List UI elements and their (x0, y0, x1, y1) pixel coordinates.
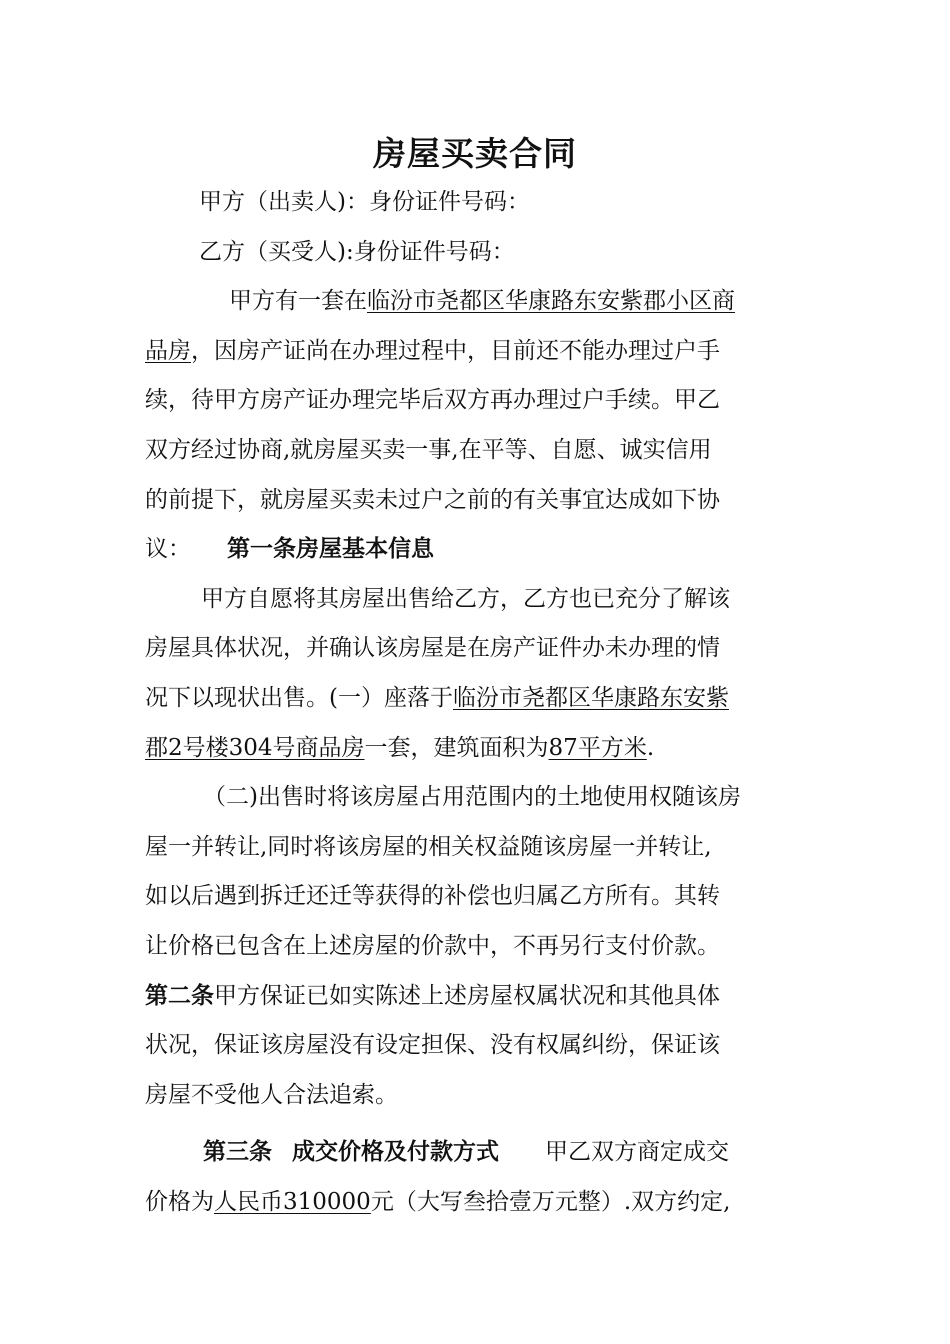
article-2-line-1 (145, 972, 815, 1022)
article-3-section (145, 1128, 815, 1227)
intro-text: 甲方有一套在 (229, 288, 367, 315)
article-1-text: 一套，建筑面积为 (364, 734, 549, 761)
intro-line-3: 续，待甲方房产证办理完毕后双方再办理过户手续。甲乙 (145, 387, 720, 414)
article-2-heading: 第二条 (145, 982, 214, 1009)
intro-line-4: 双方经过协商,就房屋买卖一事,在平等、自愿、诚实信用 (145, 436, 712, 463)
document-title: 房屋买卖合同 (373, 134, 577, 173)
article-2-line-2: 状况，保证该房屋没有设定担保、没有权属纠纷，保证该 (145, 1032, 720, 1059)
property-type: 品房 (145, 337, 191, 364)
property-unit: 郡2号楼304号商品房 (145, 734, 365, 761)
article-1-sub2-line-4: 让价格已包含在上述房屋的价款中，不再另行支付价款。 (145, 932, 720, 959)
article-1-line-4 (145, 724, 815, 774)
article-1-sub2-line-1: （二)出售时将该房屋占用范围内的土地使用权随该房 (203, 784, 741, 811)
intro-text: 议： (145, 536, 191, 563)
intro-line-6 (145, 525, 815, 575)
article-1-line-1: 甲方自愿将其房屋出售给乙方，乙方也已充分了解该 (201, 585, 730, 612)
party-b-line: 乙方（买受人):身份证件号码： (199, 238, 515, 265)
article-1-section (145, 575, 815, 972)
property-location: 临汾市尧都区华康路东安紫郡小区商 (367, 288, 735, 315)
intro-paragraph (145, 277, 815, 575)
article-2-line-3: 房屋不受他人合法追索。 (145, 1081, 398, 1108)
document-body (145, 178, 815, 1227)
article-1-text: 况下以现状出售。(一）座落于 (145, 684, 453, 711)
article-1-text: . (646, 734, 655, 761)
article-1-sub2-line-3: 如以后遇到拆迁还迁等获得的补偿也归属乙方所有。其转 (145, 883, 720, 910)
intro-line-1 (145, 277, 815, 327)
property-address: 临汾市尧都区华康路东安紫 (452, 684, 729, 711)
article-3-heading: 成交价格及付款方式 (292, 1139, 499, 1166)
article-1-line-2: 房屋具体状况，并确认该房屋是在房产证件办未办理的情 (145, 635, 720, 662)
article-3-line-2 (145, 1178, 815, 1228)
intro-line-2 (145, 327, 815, 377)
intro-line-5: 的前提下，就房屋买卖未过户之前的有关事宜达成如下协 (145, 486, 720, 513)
article-1-line-3 (145, 674, 815, 724)
article-1-heading: 第一条房屋基本信息 (227, 536, 434, 563)
article-2-text: 甲方保证已如实陈述上述房屋权属状况和其他具体 (214, 982, 720, 1009)
article-3-text: 价格为 (145, 1188, 214, 1215)
article-3-text: 元（大写叁拾壹万元整）.双方约定, (370, 1188, 731, 1215)
article-3-line-1 (145, 1128, 815, 1178)
article-3-number: 第三条 (203, 1139, 272, 1166)
party-a-line: 甲方（出卖人)：身份证件号码： (199, 189, 530, 215)
price-amount: 人民币310000 (214, 1188, 371, 1215)
article-2-section (145, 972, 815, 1121)
floor-area: 87平方米 (548, 734, 647, 761)
article-1-sub2-line-2: 屋一并转让,同时将该房屋的相关权益随该房屋一并转让, (145, 833, 712, 860)
article-3-text: 甲乙双方商定成交 (545, 1139, 729, 1166)
intro-text: ，因房产证尚在办理过程中，目前还不能办理过户手 (191, 337, 720, 364)
